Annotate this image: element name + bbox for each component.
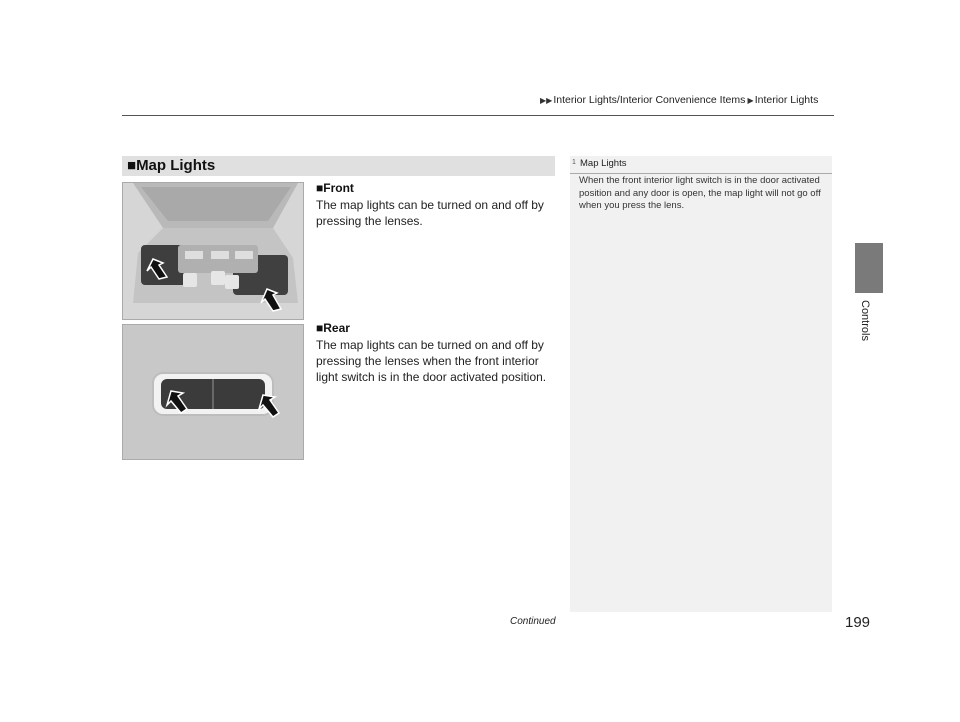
rear-heading: ■Rear xyxy=(316,321,350,335)
bullet-icon: ■ xyxy=(316,181,324,195)
chapter-label: Controls xyxy=(859,300,871,341)
breadcrumb-item: Interior Lights xyxy=(754,94,819,106)
section-title: Map Lights xyxy=(136,157,216,174)
breadcrumb xyxy=(540,94,818,106)
bullet-icon: ■ xyxy=(316,321,324,335)
note-title: Map Lights xyxy=(580,158,627,169)
section-heading xyxy=(122,156,555,176)
rear-map-lights-photo xyxy=(122,324,304,460)
note-header xyxy=(570,156,832,174)
front-map-lights-photo xyxy=(122,182,304,320)
front-heading: ■Front xyxy=(316,181,354,195)
breadcrumb-item: Interior Lights/Interior Convenience Items xyxy=(553,94,746,106)
page-number: 199 xyxy=(845,614,871,631)
note-panel xyxy=(570,156,832,612)
continued-label: Continued xyxy=(510,616,556,627)
front-map-lights-illustration xyxy=(123,183,303,319)
rear-description: The map lights can be turned on and off by pressing the lenses when the front interior light switch is in the door activated position. xyxy=(316,338,547,384)
breadcrumb-arrow-icon: ▶▶ xyxy=(540,96,553,105)
front-description: The map lights can be turned on and off by pressing the lenses. xyxy=(316,198,544,228)
chapter-tab xyxy=(855,243,883,293)
header-rule xyxy=(122,115,834,116)
section-bullet-icon: ■ xyxy=(127,157,137,174)
note-number: 1 xyxy=(572,159,576,166)
breadcrumb-arrow-icon: ▶ xyxy=(745,96,754,105)
note-text: When the front interior light switch is in the door activated position and any door is open, the map light will not go off when you press the lens. xyxy=(579,175,821,211)
rear-map-lights-illustration xyxy=(123,325,303,459)
